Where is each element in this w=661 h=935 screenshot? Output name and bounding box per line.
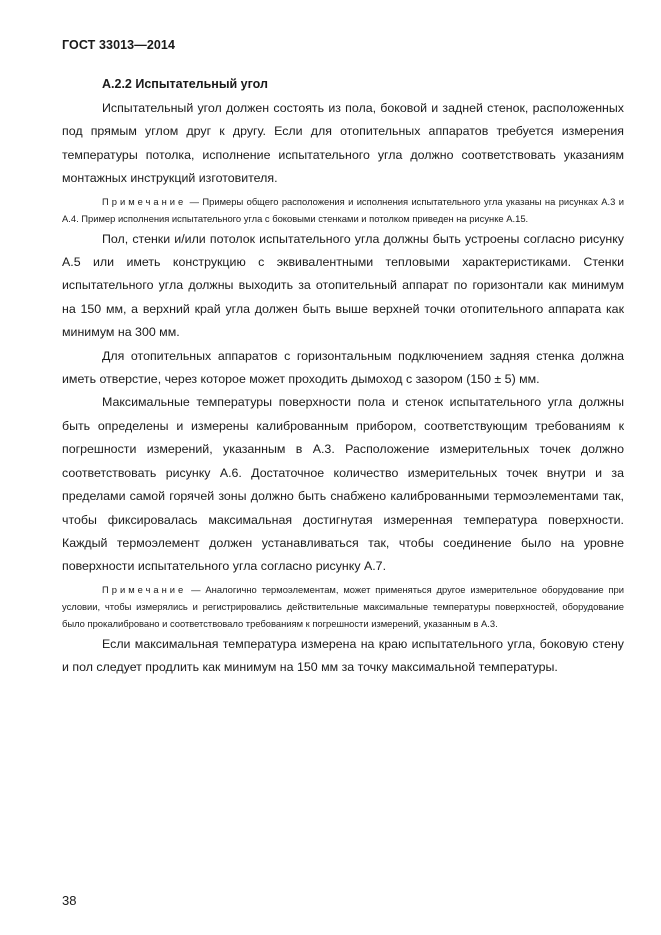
document-id-header: ГОСТ 33013—2014 — [62, 38, 176, 52]
page-number: 38 — [62, 893, 77, 908]
paragraph-walls-construction: Пол, стенки и/или потолок испытательного угла должны быть устроены согласно рисунку А.5 или иметь конструкцию с эквивалентными тепловыми характеристиками. Стенки испытательного угла должны выходить за отопительный аппарат по горизонтали как минимум на 150 мм, а верхний край угла должен быть выше верхней точки отопительного аппарата как минимум на 300 мм. — [62, 231, 624, 340]
note-alternative-equipment — [62, 581, 624, 632]
paragraph-extend-walls: Если максимальная температура измерена на краю испытательного угла, боковую стену и пол следует продлить как минимум на 150 мм за точку максимальной температуры. — [62, 636, 624, 675]
paragraph-test-corner-description: Испытательный угол должен состоять из пола, боковой и задней стенок, расположенных под прямым углом друг к другу. Если для отопительных аппаратов требуется измерения температуры потолка, исполнение испытательного угла должно соответствовать указаниям монтажных инструкций изготовителя. — [62, 101, 624, 186]
note-text: — Аналогично термоэлементам, может применяться другое измерительное оборудование при условии, чтобы измерялись и регистрировались действительные максимальные температуры поверхностей, оборудование было прокалибровано и соответствовало требованиям к погрешности измерений, указанным в А.3. — [62, 583, 624, 629]
note-label: Примечание — [102, 583, 187, 595]
page-content — [62, 77, 624, 680]
note-text: — Примеры общего расположения и исполнения испытательного угла указаны на рисунках А.3 и А.4. Пример исполнения испытательного угла с боковыми стенками и потолком приведен на рисунке А.15. — [62, 195, 624, 224]
paragraph-flue-opening: Для отопительных аппаратов с горизонтальным подключением задняя стенка должна иметь отверстие, через которое может проходить дымоход с зазором (150 ± 5) мм. — [62, 348, 624, 387]
section-title: А.2.2 Испытательный угол — [102, 77, 268, 91]
note-test-corner-figures — [62, 193, 624, 227]
paragraph-measurement-points: Максимальные температуры поверхности пола и стенок испытательного угла должны быть определены и измерены калиброванным прибором, соответствующим требованиям к погрешности измерений, указанным в А.3. Расположение измерительных точек должно соответствовать рисунку А.6. Достаточное количество измерительных точек внутри и за пределами самой горячей зоны должно быть снабжено калиброванными термоэлементами так, чтобы фиксировалась максимальная достигнутая измеренная температура поверхности. Каждый термоэлемент должен устанавливаться так, чтобы соединение было на уровне поверхности испытательного угла согласно рисунку А.7. — [62, 395, 624, 574]
note-label: Примечание — [102, 195, 187, 207]
